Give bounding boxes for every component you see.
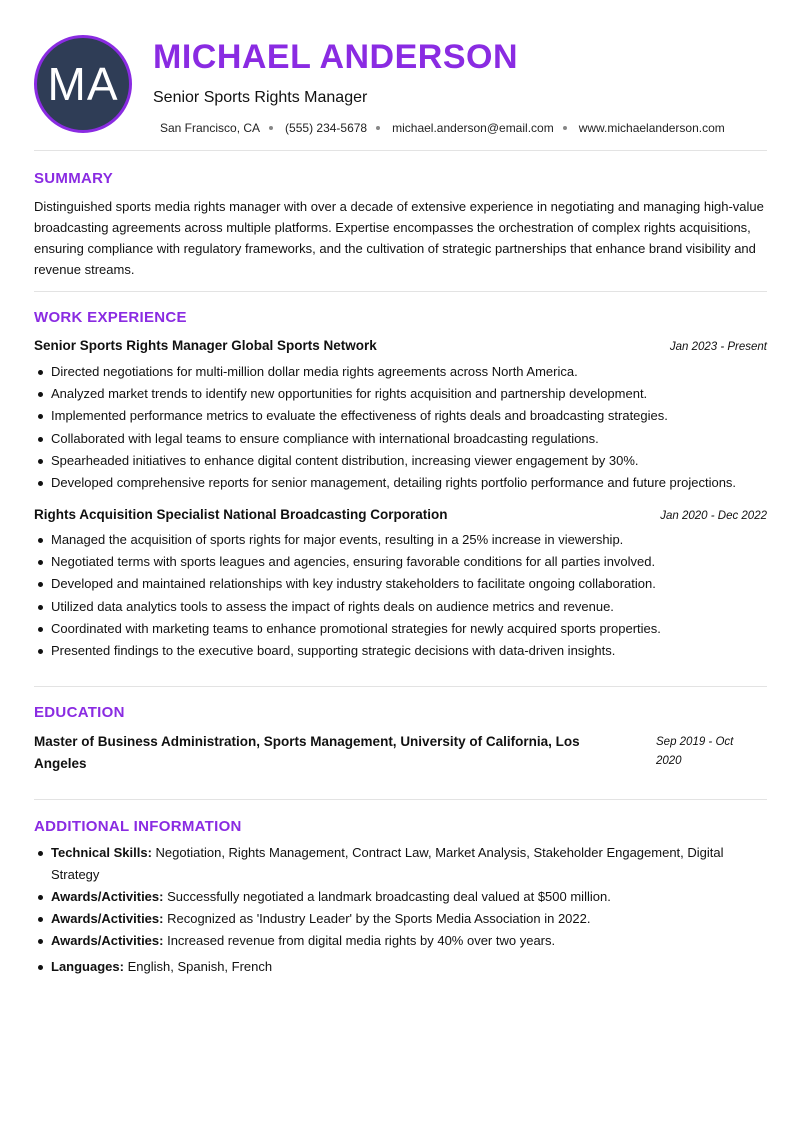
education-date: Sep 2019 - Oct 2020 — [656, 736, 734, 767]
list-item: Implemented performance metrics to evaluate the effectiveness of rights deals and broadcasting strategies. — [34, 405, 769, 427]
list-item — [34, 842, 769, 886]
contact-phone: (555) 234-5678 — [285, 121, 368, 135]
list-item: Developed and maintained relationships with key industry stakeholders to facilitate ongoing collaboration. — [34, 573, 769, 595]
list-item: Collaborated with legal teams to ensure compliance with international broadcasting regulations. — [34, 428, 769, 450]
job-header — [34, 338, 767, 353]
list-item: Spearheaded initiatives to enhance digital content distribution, increasing viewer engagement by 30%. — [34, 450, 769, 472]
contact-location: San Francisco, CA — [160, 121, 261, 135]
list-item: Presented findings to the executive board, supporting strategic decisions with data-driven insights. — [34, 640, 769, 662]
list-item: Negotiated terms with sports leagues and agencies, ensuring favorable conditions for all parties involved. — [34, 551, 769, 573]
item-value: Successfully negotiated a landmark broadcasting deal valued at $500 million. — [167, 889, 611, 904]
job-bullet-list — [34, 361, 769, 494]
job-bullet-list — [34, 529, 769, 662]
candidate-name: MICHAEL ANDERSON — [153, 38, 519, 76]
list-item: Directed negotiations for multi-million dollar media rights agreements across North America. — [34, 361, 769, 383]
job-date: Jan 2020 - Dec 2022 — [660, 510, 767, 522]
additional-info-heading: ADDITIONAL INFORMATION — [34, 818, 242, 835]
list-item — [34, 908, 769, 930]
item-label: Awards/Activities: — [51, 889, 164, 904]
additional-info-list — [34, 842, 769, 978]
summary-text: Distinguished sports media rights manager with over a decade of extensive experience in negotiating and managing high-value broadcasting agreements across multiple platforms. Expertise encompasses the orchestration of complex rights acquisitions, ensuring compliance with regulatory frameworks, and the cultivation of strategic partnerships that enhance brand visibility and revenue streams. — [34, 199, 764, 277]
item-label: Languages: — [51, 959, 124, 974]
list-item — [34, 930, 769, 952]
item-label: Technical Skills: — [51, 845, 152, 860]
job-role: Senior Sports Rights Manager Global Sports Network — [34, 338, 377, 353]
contact-line — [160, 121, 725, 135]
job-date: Jan 2023 - Present — [669, 341, 767, 353]
item-value: Negotiation, Rights Management, Contract Law, Market Analysis, Stakeholder Engagement, Digital Strategy — [51, 845, 724, 882]
list-item: Coordinated with marketing teams to enhance promotional strategies for newly acquired sports properties. — [34, 618, 769, 640]
work-experience-heading: WORK EXPERIENCE — [34, 309, 187, 326]
resume-header — [0, 0, 800, 150]
contact-email[interactable]: michael.anderson@email.com — [392, 121, 554, 135]
list-item: Analyzed market trends to identify new opportunities for rights acquisition and partnership development. — [34, 383, 769, 405]
separator-dot-icon — [376, 126, 380, 130]
divider — [34, 150, 767, 151]
avatar-initials: MA — [47, 58, 119, 110]
divider — [34, 291, 767, 292]
candidate-title: Senior Sports Rights Manager — [153, 89, 368, 106]
item-label: Awards/Activities: — [51, 911, 164, 926]
list-item — [34, 956, 769, 978]
item-value: Recognized as 'Industry Leader' by the Sports Media Association in 2022. — [167, 911, 591, 926]
job-header — [34, 507, 767, 522]
item-value: Increased revenue from digital media rights by 40% over two years. — [167, 933, 556, 948]
job-role: Rights Acquisition Specialist National Broadcasting Corporation — [34, 507, 448, 522]
summary-heading: SUMMARY — [34, 170, 114, 187]
list-item: Developed comprehensive reports for senior management, detailing rights portfolio performance and future projections. — [34, 472, 769, 494]
contact-website[interactable]: www.michaelanderson.com — [578, 121, 725, 135]
education-degree: Master of Business Administration, Sports Management, University of California, Los Angeles — [34, 734, 580, 771]
list-item: Utilized data analytics tools to assess the impact of rights deals on audience metrics and revenue. — [34, 596, 769, 618]
avatar — [34, 35, 132, 133]
divider — [34, 799, 767, 800]
list-item: Managed the acquisition of sports rights for major events, resulting in a 25% increase in viewership. — [34, 529, 769, 551]
divider — [34, 686, 767, 687]
item-label: Awards/Activities: — [51, 933, 164, 948]
separator-dot-icon — [563, 126, 567, 130]
education-heading: EDUCATION — [34, 704, 125, 721]
list-item — [34, 886, 769, 908]
separator-dot-icon — [269, 126, 273, 130]
item-value: English, Spanish, French — [127, 959, 273, 974]
